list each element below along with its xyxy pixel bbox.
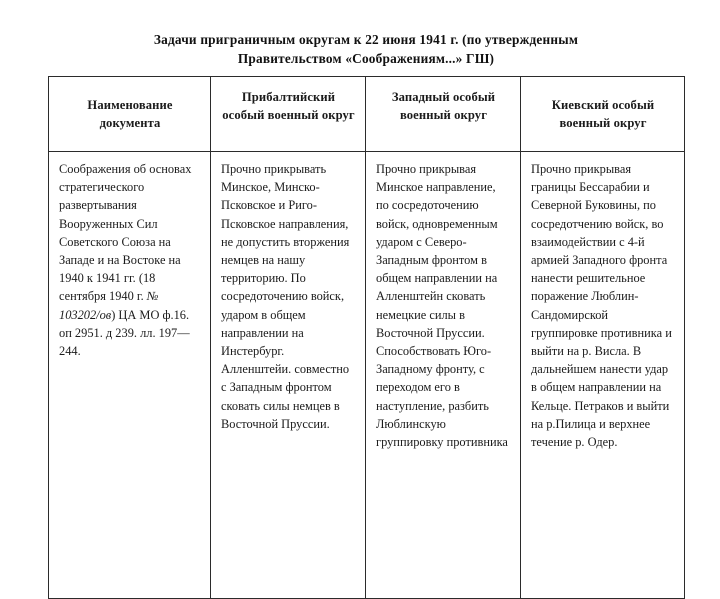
table-body (49, 152, 685, 599)
cell-kiev-district-task: Прочно прикрывая границы Бессарабии и Северной Буковины, по сосредотчению войск, во взаимодействии с 4-й армией Западного фронта нанести решительное поражение Люблин-Сандомирской группировке противника и выйти на р. Висла. В дальнейшем нанести удар в общем направлении на Кельце. Петраков и выйти на р.Пилица и верхнее течение р. Одер. (521, 152, 685, 599)
page-title-line-1: Задачи приграничным округам к 22 июня 1941 г. (по утвержденным (153, 32, 579, 47)
page-title-line-2: Правительством «Соображениям...» ГШ) (237, 51, 495, 66)
page-title (48, 30, 684, 68)
table-header-row (49, 77, 685, 152)
cell-western-district-task: Прочно прикрывая Минское направление, по сосредоточению войск, одновременным ударом с Северо-Западным фронтом в общем направлении на Алленштейн сковать немецкие силы в Восточной Пруссии. Способствовать Юго- Западному фронту, с переходом его в наступление, разбить Люблинскую группировку противника (366, 152, 521, 599)
document-name-number: № 103202/ов (59, 289, 159, 322)
column-header-baltic-district: Прибалтийский особый военный округ (211, 77, 366, 152)
tasks-table (48, 76, 685, 599)
column-header-kiev-district: Киевский особый военный округ (521, 77, 685, 152)
document-name-suffix: ) ЦА МО ф.16. оп 2951. д 239. лл. 197—244. (59, 307, 190, 359)
cell-baltic-district-task: Прочно прикрывать Минское, Минско-Псковское и Риго-Псковское направления, не допустить вторжения немцев на нашу территорию. По сосредоточению войск, ударом в общем направлении на Инстербург. Алленштейи. совместно с Западным фронтом сковать силы немцев в Восточной Пруссии. (211, 152, 366, 599)
column-header-document: Наименование документа (49, 77, 211, 152)
document-name-prefix: Соображения об основах стратегического развертывания Вооруженных Сил Советского Союза на Западе и на Востоке на 1940 к 1941 гг. (18 сентября 1940 г. (59, 162, 192, 304)
table-row (49, 152, 685, 599)
column-header-western-district: Западный особый военный округ (366, 77, 521, 152)
cell-document-name (49, 152, 211, 599)
table-header (49, 77, 685, 152)
